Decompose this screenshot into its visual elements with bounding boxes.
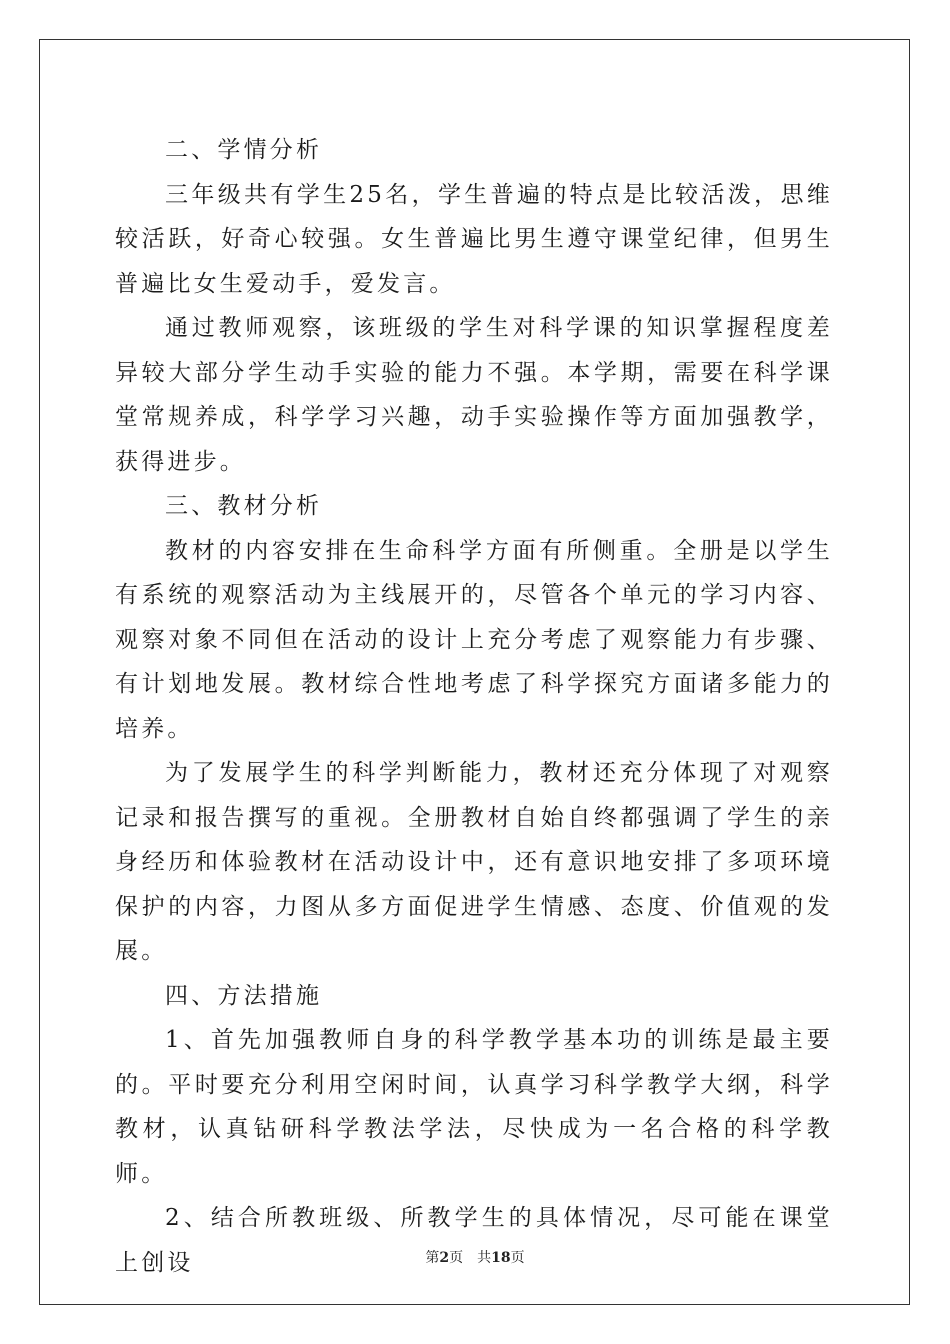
section-heading-textbook-analysis: 三、教材分析 xyxy=(165,493,323,519)
footer-total-prefix: 共 xyxy=(477,1250,492,1266)
footer-total-suffix: 页 xyxy=(510,1250,525,1266)
paragraph: 教材的内容安排在生命科学方面有所侧重。全册是以学生有系统的观察活动为主线展开的，尽管各个单元的学习内容、观察对象不同但在活动的设计上充分考虑了观察能力有步骤、有计划地发展。教材综合性地考虑了科学探究方面诸多能力的培养。 xyxy=(115,537,833,742)
page-footer xyxy=(0,1247,950,1267)
paragraph: 通过教师观察，该班级的学生对科学课的知识掌握程度差异较大部分学生动手实验的能力不强。本学期，需要在科学课堂常规养成，科学学习兴趣，动手实验操作等方面加强教学，获得进步。 xyxy=(115,315,833,475)
paragraph: 为了发展学生的科学判断能力，教材还充分体现了对观察记录和报告撰写的重视。全册教材自始自终都强调了学生的亲身经历和体验教材在活动设计中，还有意识地安排了多项环境保护的内容，力图从多方面促进学生情感、态度、价值观的发展。 xyxy=(115,760,833,964)
paragraph: 三年级共有学生25名，学生普遍的特点是比较活泼，思维较活跃，好奇心较强。女生普遍比男生遵守课堂纪律，但男生普遍比女生爱动手，爱发言。 xyxy=(115,181,833,297)
footer-page-current: 2 xyxy=(439,1250,450,1266)
paragraph: 1、首先加强教师自身的科学教学基本功的训练是最主要的。平时要充分利用空闲时间，认真学习科学教学大纲，科学教材，认真钻研科学教法学法，尽快成为一名合格的科学教师。 xyxy=(115,1027,833,1187)
section-heading-learning-analysis: 二、学情分析 xyxy=(165,137,323,163)
section-heading-methods: 四、方法措施 xyxy=(165,982,323,1009)
footer-page-mid: 页 xyxy=(449,1250,464,1266)
paragraph: 2、结合所教班级、所教学生的具体情况，尽可能在课堂上创设 xyxy=(115,1205,833,1276)
footer-page-prefix: 第 xyxy=(425,1250,440,1266)
footer-page-total: 18 xyxy=(491,1250,511,1266)
document-body xyxy=(115,128,833,1285)
